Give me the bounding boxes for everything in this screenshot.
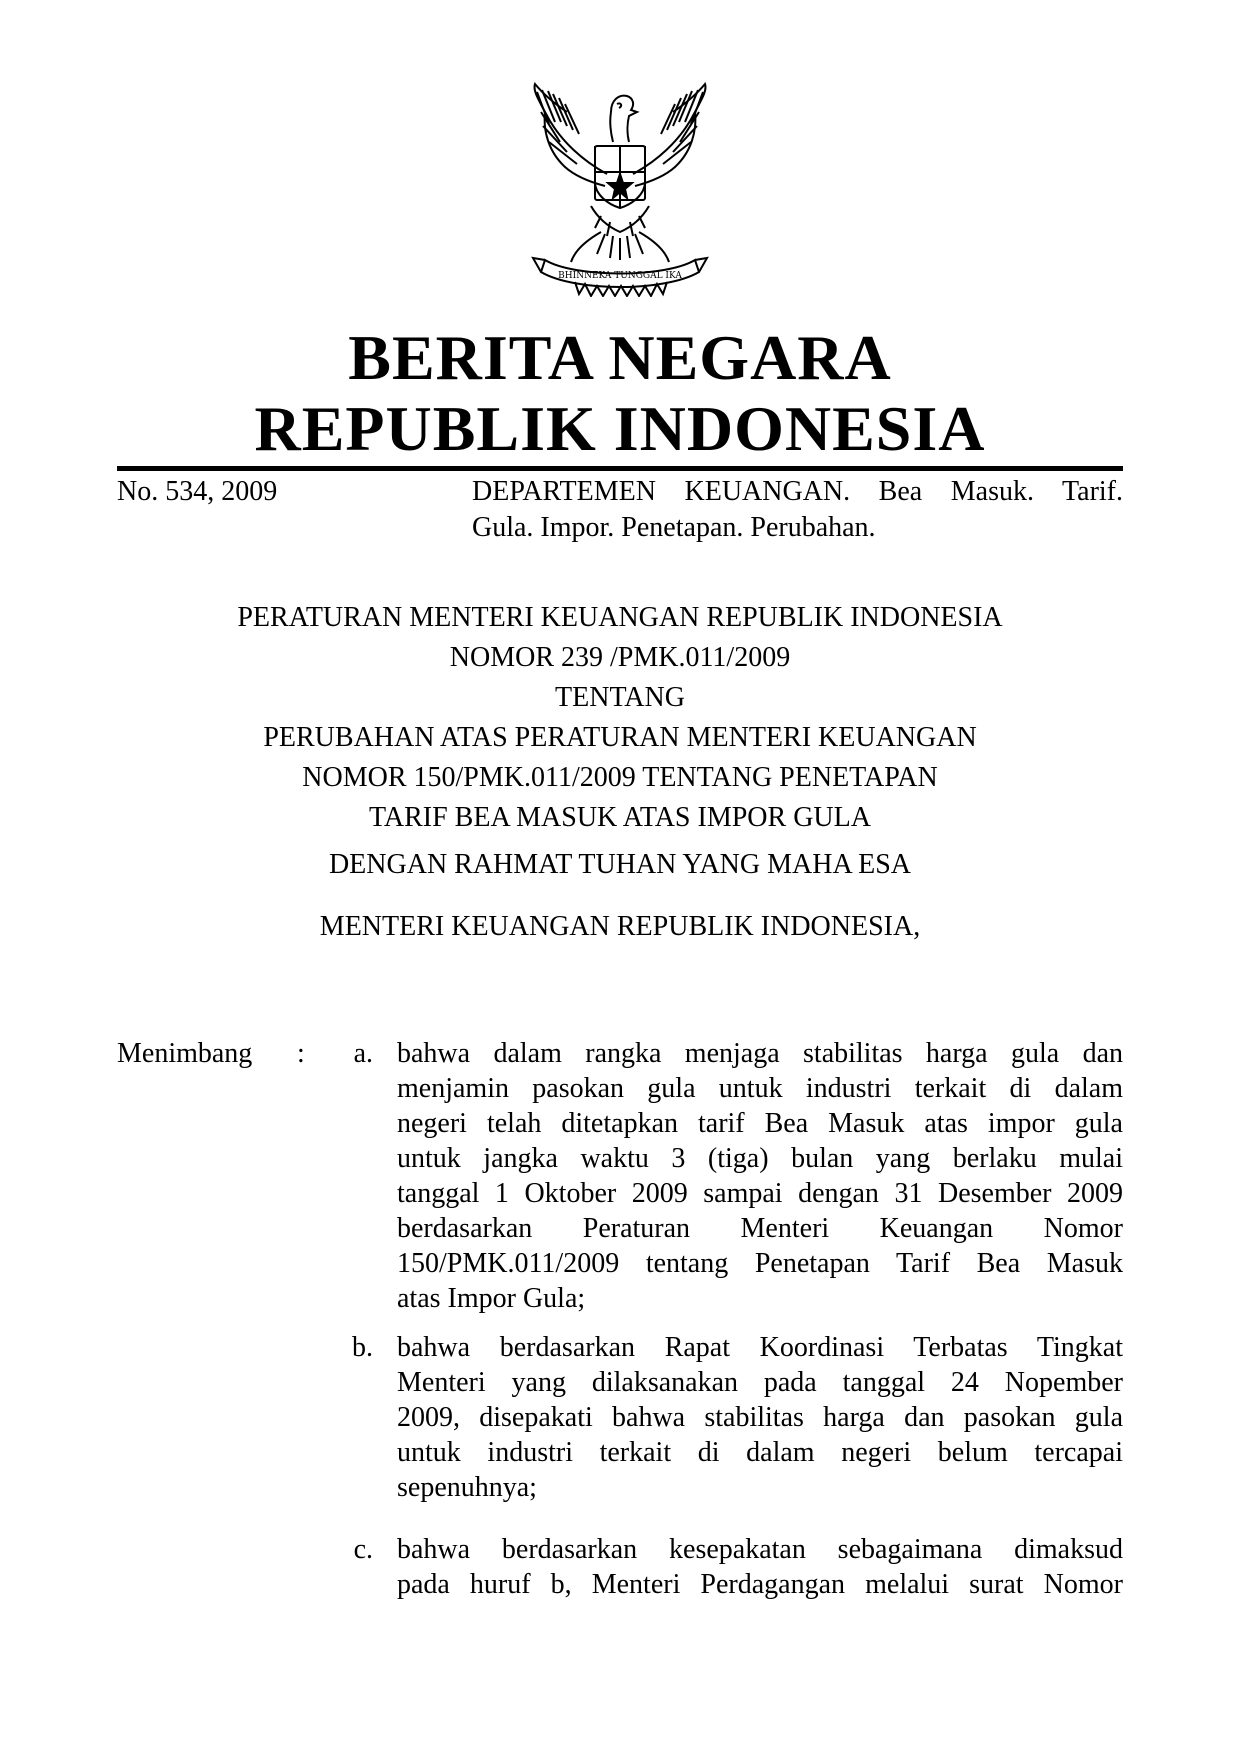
gazette-description-line: Gula. Impor. Penetapan. Perubahan.	[472, 512, 876, 543]
text-line: negeri telah ditetapkan tarif Bea Masuk atas impor gula	[397, 1108, 1123, 1139]
text-line: untuk jangka waktu 3 (tiga) bulan yang berlaku mulai	[397, 1143, 1123, 1174]
masthead-subtitle: REPUBLIK INDONESIA	[254, 393, 986, 464]
invocation: DENGAN RAHMAT TUHAN YANG MAHA ESA	[328, 849, 912, 880]
regulation-title	[117, 598, 1123, 947]
item-letter: a.	[353, 1038, 373, 1069]
item-text	[397, 1532, 1123, 1602]
item-letter: c.	[353, 1534, 373, 1565]
text-line: Menteri yang dilaksanakan pada tanggal 24 Nopember	[397, 1367, 1123, 1398]
emblem-motto: BHINNEKA TUNGGAL IKA	[558, 271, 682, 281]
text-line: atas Impor Gula;	[397, 1283, 586, 1314]
masthead-divider	[117, 466, 1123, 471]
text-line: 150/PMK.011/2009 tentang Penetapan Tarif Bea Masuk	[397, 1248, 1123, 1279]
text-line: bahwa berdasarkan kesepakatan sebagaimana dimaksud	[397, 1534, 1123, 1565]
garuda-emblem-icon	[515, 82, 725, 297]
text-line: tanggal 1 Oktober 2009 sampai dengan 31 Desember 2009	[397, 1178, 1123, 1209]
gazette-number: No. 534, 2009	[117, 476, 278, 507]
gazette-description	[472, 474, 1123, 546]
considerations-label: Menimbang	[117, 1038, 253, 1069]
title-line: NOMOR 239 /PMK.011/2009	[449, 642, 791, 673]
text-line: berdasarkan Peraturan Menteri Keuangan Nomor	[397, 1213, 1123, 1244]
text-line: menjamin pasokan gula untuk industri terkait di dalam	[397, 1073, 1123, 1104]
issuing-authority: MENTERI KEUANGAN REPUBLIK INDONESIA,	[319, 911, 921, 942]
title-line: NOMOR 150/PMK.011/2009 TENTANG PENETAPAN	[302, 762, 938, 793]
text-line: pada huruf b, Menteri Perdagangan melalui surat Nomor	[397, 1569, 1123, 1600]
gazette-description-line: DEPARTEMEN KEUANGAN. Bea Masuk. Tarif.	[472, 476, 1123, 507]
item-letter: b.	[352, 1332, 373, 1363]
considerations-colon: :	[297, 1038, 305, 1069]
item-text	[397, 1330, 1123, 1505]
text-line: sepenuhnya;	[397, 1472, 537, 1503]
text-line: 2009, disepakati bahwa stabilitas harga dan pasokan gula	[397, 1402, 1123, 1433]
text-line: untuk industri terkait di dalam negeri belum tercapai	[397, 1437, 1123, 1468]
masthead-title: BERITA NEGARA	[348, 322, 892, 393]
item-text	[397, 1036, 1123, 1316]
text-line: bahwa dalam rangka menjaga stabilitas harga gula dan	[397, 1038, 1123, 1069]
text-line: bahwa berdasarkan Rapat Koordinasi Terbatas Tingkat	[397, 1332, 1123, 1363]
title-line: TENTANG	[555, 682, 685, 713]
title-line: TARIF BEA MASUK ATAS IMPOR GULA	[369, 802, 871, 833]
title-line: PERUBAHAN ATAS PERATURAN MENTERI KEUANGAN	[263, 722, 977, 753]
title-line: PERATURAN MENTERI KEUANGAN REPUBLIK INDONESIA	[237, 602, 1003, 633]
